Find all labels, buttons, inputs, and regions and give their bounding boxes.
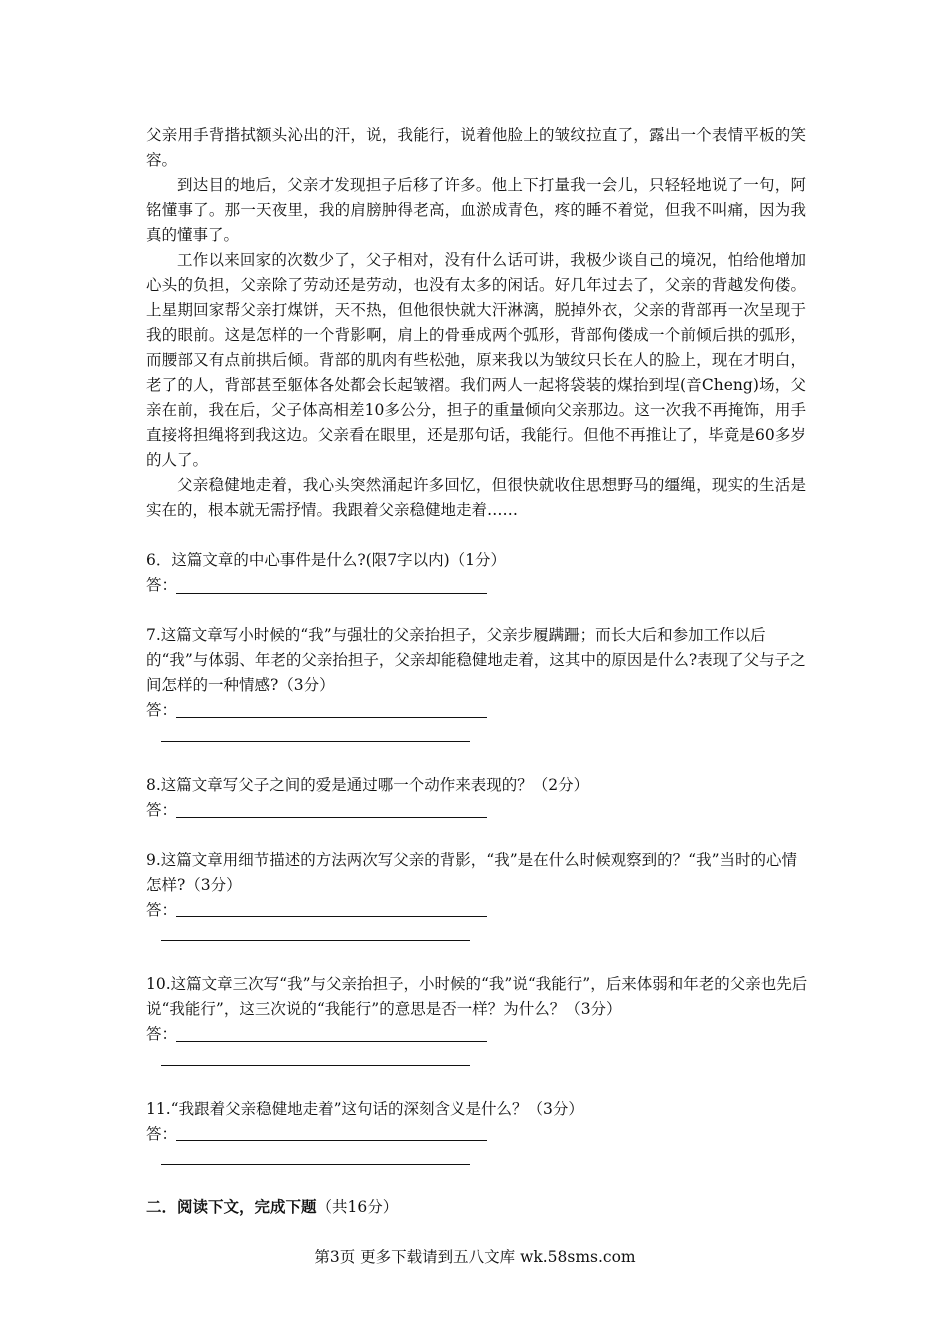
answer-label: 答： — [146, 701, 178, 719]
answer-line[interactable] — [161, 741, 470, 742]
answer-line[interactable] — [161, 1065, 470, 1066]
answer-label: 答： — [146, 1025, 178, 1043]
answer-line[interactable] — [161, 940, 470, 941]
answer-line[interactable] — [161, 1164, 470, 1165]
answer-line[interactable] — [176, 916, 487, 917]
question-11: 11.“我跟着父亲稳健地走着”这句话的深刻含义是什么？（3分） — [146, 1100, 584, 1118]
section-heading — [146, 1196, 398, 1218]
answer-line[interactable] — [176, 817, 487, 818]
question-10: 10.这篇文章三次写“我”与父亲抬担子，小时候的“我”说“我能行”，后来体弱和年老的父亲也先后说“我能行”，这三次说的“我能行”的意思是否一样？为什么？（3分） — [146, 975, 808, 1018]
answer-line[interactable] — [176, 593, 487, 594]
passage-paragraph-4: 父亲稳健地走着，我心头突然涌起许多回忆，但很快就收住思想野马的缰绳，现实的生活是实在的，根本就无需抒情。我跟着父亲稳健地走着…… — [146, 476, 806, 519]
answer-line[interactable] — [176, 1041, 487, 1042]
answer-label: 答： — [146, 901, 178, 919]
answer-label: 答： — [146, 1125, 178, 1143]
section-score: （共16分） — [316, 1198, 399, 1216]
page-footer: 第3页 更多下载请到五八文库 wk.58sms.com — [314, 1248, 636, 1266]
answer-label: 答： — [146, 801, 178, 819]
answer-line[interactable] — [176, 1140, 487, 1141]
passage-paragraph-3: 工作以来回家的次数少了，父子相对，没有什么话可讲，我极少谈自己的境况，怕给他增加心头的负担，父亲除了劳动还是劳动，也没有太多的闲话。好几年过去了，父亲的背越发佝偻。上星期回家帮父亲打煤饼，天不热，但他很快就大汗淋漓，脱掉外衣，父亲的背部再一次呈现于我的眼前。这是怎样的一个背影啊，肩上的骨垂成两个弧形，背部佝偻成一个前倾后拱的弧形，而腰部又有点前拱后倾。背部的肌肉有些松弛，原来我以为皱纹只长在人的脸上，现在才明白，老了的人，背部甚至躯体各处都会长起皱褶。我们两人一起将袋装的煤抬到埕(音Cheng)场，父亲在前，我在后，父子体高相差10多公分，担子的重量倾向父亲那边。这一次我不再掩饰，用手直接将担绳将到我这边。父亲看在眼里，还是那句话，我能行。但他不再推让了，毕竟是60多岁的人了。 — [146, 251, 806, 469]
question-7: 7.这篇文章写小时候的“我”与强壮的父亲抬担子，父亲步履蹒跚；而长大后和参加工作以后的“我”与体弱、年老的父亲抬担子，父亲却能稳健地走着，这其中的原因是什么?表现了父与子之间怎样的一种情感?（3分） — [146, 626, 806, 694]
question-8: 8.这篇文章写父子之间的爱是通过哪一个动作来表现的？（2分） — [146, 776, 590, 794]
passage-paragraph-2: 到达目的地后，父亲才发现担子后移了许多。他上下打量我一会儿，只轻轻地说了一句，阿铭懂事了。那一天夜里，我的肩膀肿得老高，血淤成青色，疼的睡不着觉，但我不叫痛，因为我真的懂事了。 — [146, 176, 806, 244]
answer-label: 答： — [146, 576, 178, 594]
section-title: 二．阅读下文，完成下题 — [146, 1197, 317, 1216]
question-6: 6．这篇文章的中心事件是什么?(限7字以内)（1分） — [146, 551, 506, 569]
answer-line[interactable] — [176, 717, 487, 718]
question-9: 9.这篇文章用细节描述的方法两次写父亲的背影，“我”是在什么时候观察到的？“我”当时的心情怎样?（3分） — [146, 851, 797, 894]
passage-paragraph-1: 父亲用手背揩拭额头沁出的汗，说，我能行，说着他脸上的皱纹拉直了，露出一个表情平板的笑容。 — [146, 126, 806, 169]
